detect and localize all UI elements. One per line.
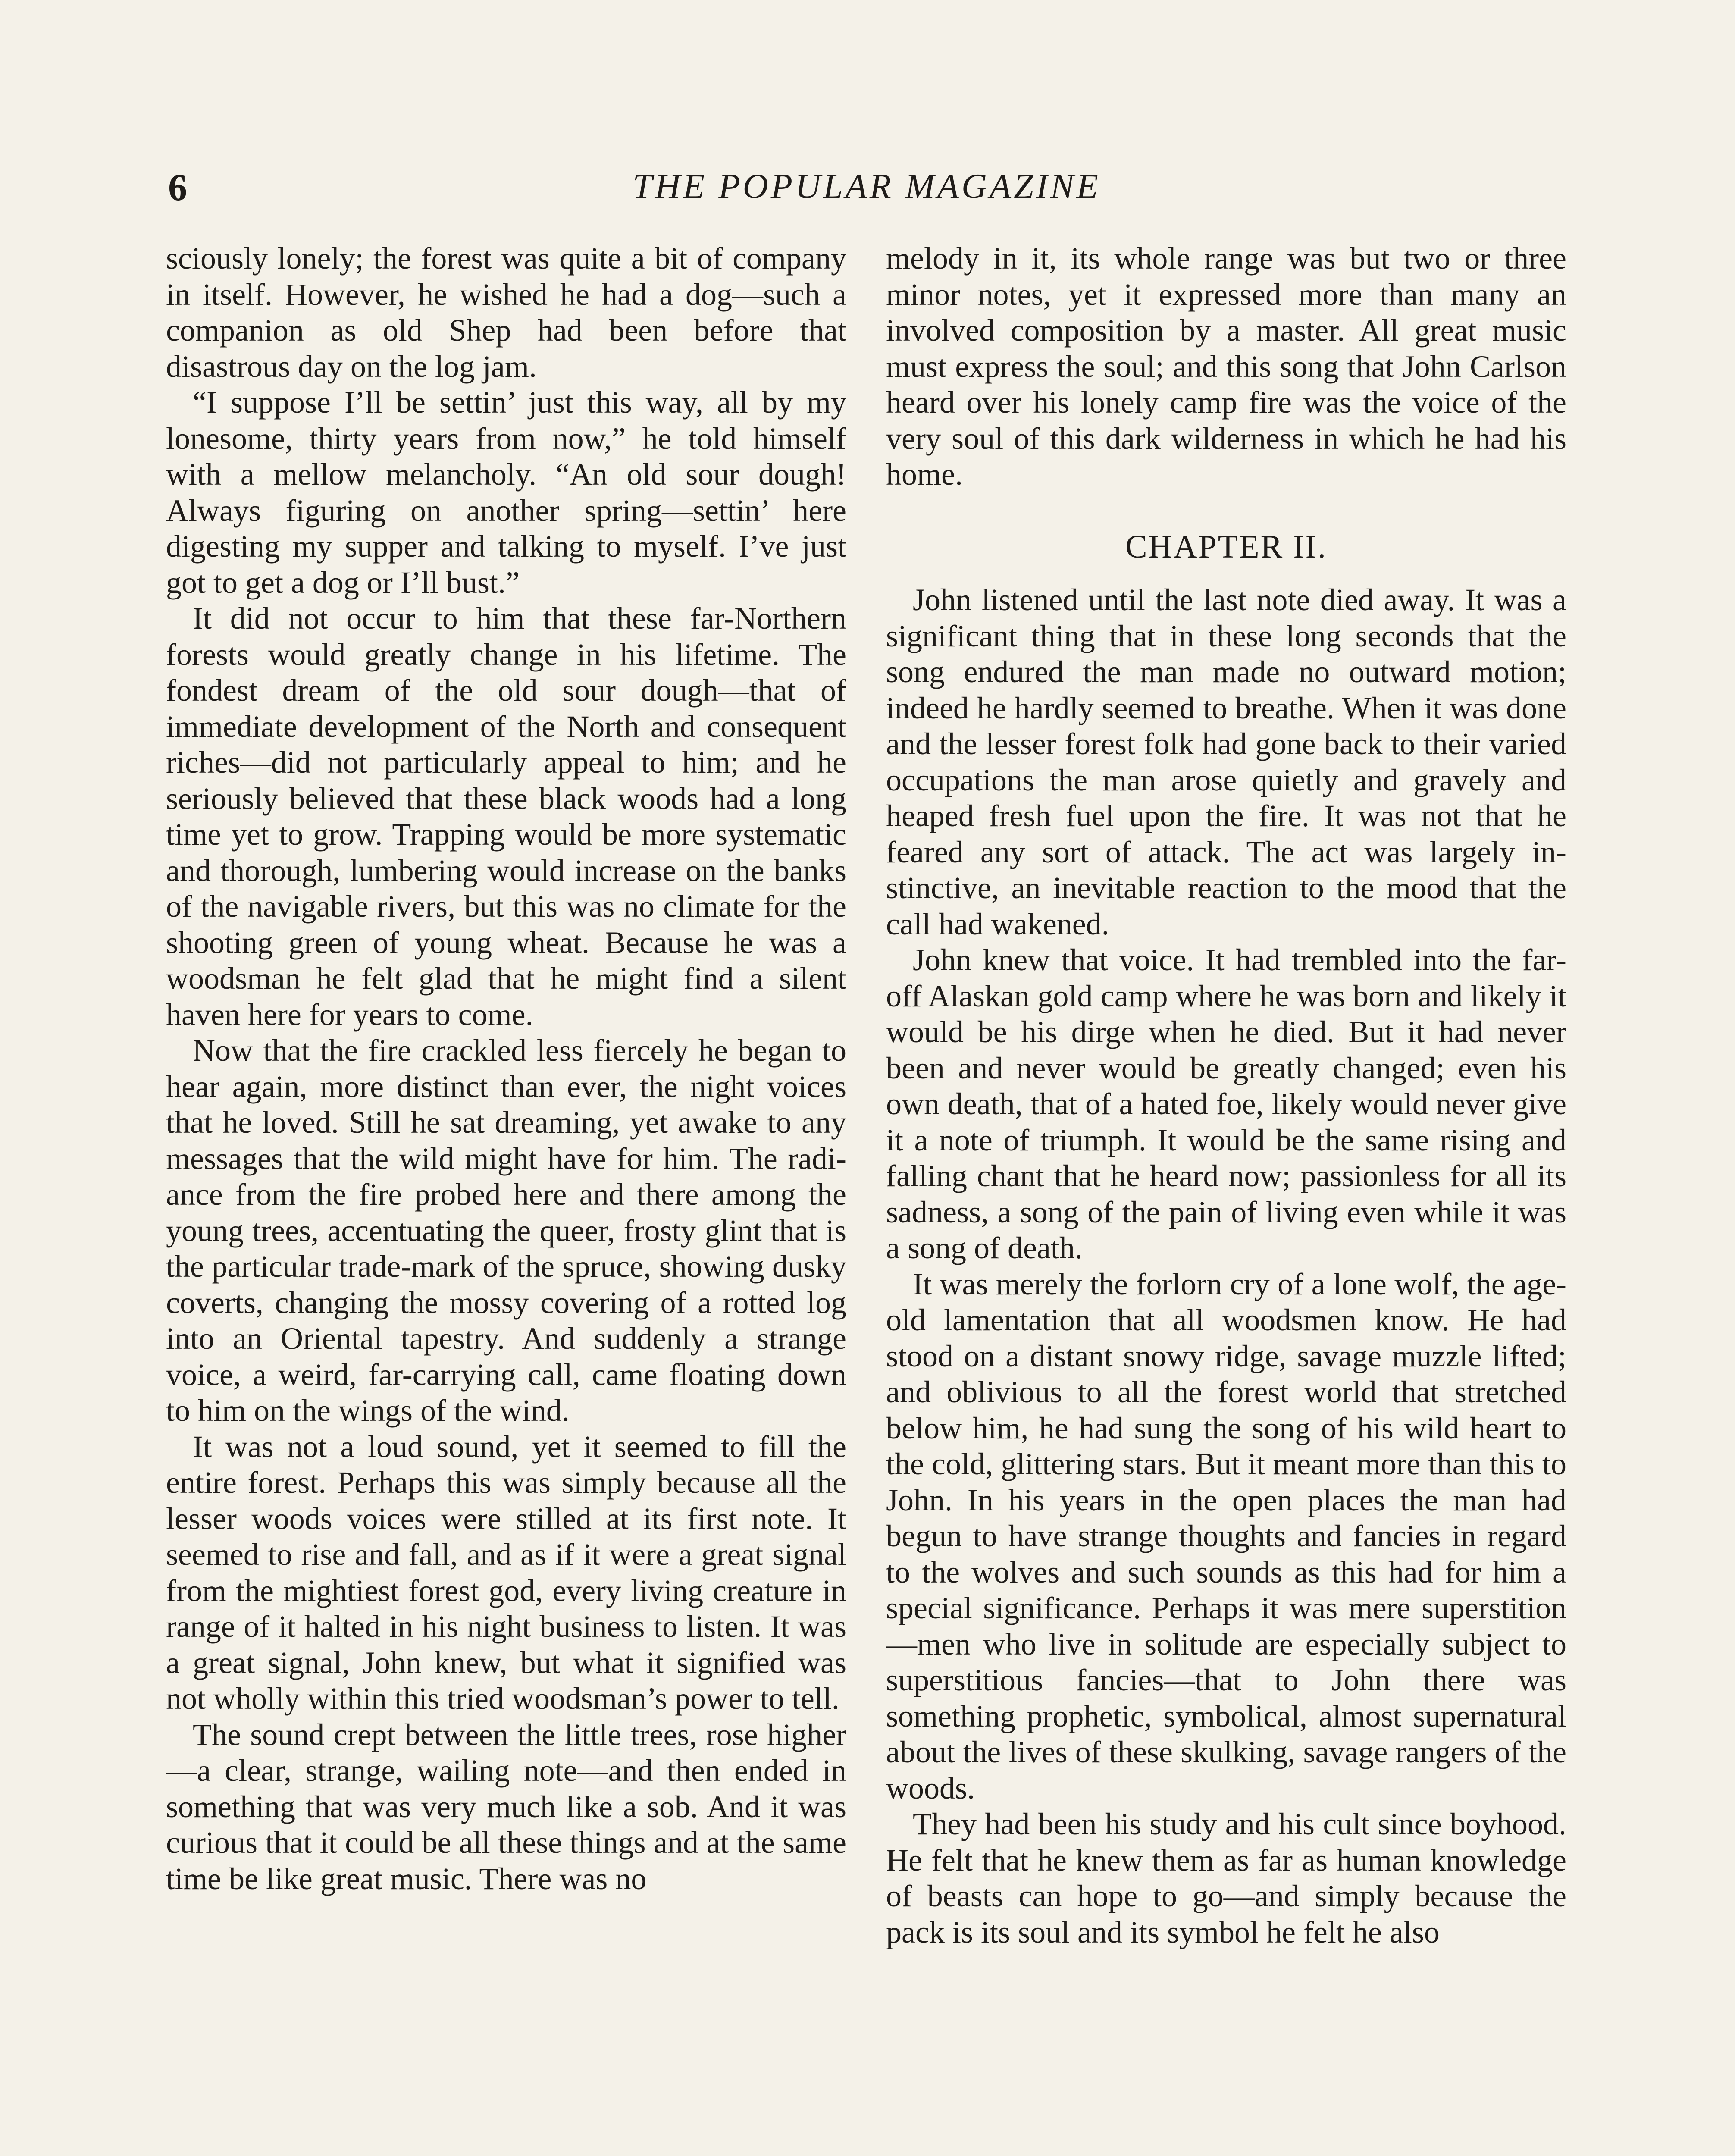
paragraph: It was merely the forlorn cry of a lone wolf, the age-old lamentation that all woodsmen know. He had stood on a distant snowy ridge, savage muzzle lifted; and oblivious to all the forest world that stretched below him, he had sung the song of his wild heart to the cold, glittering stars. But it meant more than this to John. In his years in the open places the man had begun to have strange thoughts and fancies in regard to the wolves and such sounds as this had for him a special significance. Perhaps it was mere superstition—men who live in solitude are especially subject to superstitious fancies—that to John there was something prophetic, symbolical, almost supernatural about the lives of these skulking, savage rangers of the woods.: [886, 1266, 1566, 1805]
page-number: 6: [168, 167, 187, 209]
paragraph: It did not occur to him that these far-Northern forests would greatly change in his lifetime. The fondest dream of the old sour dough—that of immediate development of the North and consequent riches—did not particularly appeal to him; and he seriously believed that these black woods had a long time yet to grow. Trapping would be more systematic and thorough, lumbering would increase on the banks of the navigable rivers, but this was no climate for the shooting green of young wheat. Because he was a woodsman he felt glad that he might find a silent haven here for years to come.: [166, 601, 846, 1032]
right-column: [886, 241, 1566, 1950]
chapter-heading: CHAPTER II.: [1125, 528, 1327, 565]
paragraph: Now that the fire crackled less fiercely he began to hear again, more distinct than ever, the night voices that he loved. Still he sat dreaming, yet awake to any messages that the wild might have for him. The radiance from the fire probed here and there among the young trees, accentuating the queer, frosty glint that is the particular trade-mark of the spruce, showing dusky coverts, changing the mossy covering of a rotted log into an Oriental tapestry. And suddenly a strange voice, a weird, far-carrying call, came floating down to him on the wings of the wind.: [166, 1033, 846, 1428]
paragraph: It was not a loud sound, yet it seemed to fill the entire forest. Perhaps this was simply because all the lesser woods voices were stilled at its first note. It seemed to rise and fall, and as if it were a great signal from the mightiest forest god, every living creature in range of it halted in his night business to listen. It was a great signal, John knew, but what it signified was not wholly within this tried woodsman’s power to tell.: [166, 1429, 846, 1716]
paragraph: John listened until the last note died away. It was a significant thing that in these long seconds that the song endured the man made no outward motion; indeed he hardly seemed to breathe. When it was done and the lesser forest folk had gone back to their varied occupations the man arose quietly and gravely and heaped fresh fuel upon the fire. It was not that he feared any sort of attack. The act was largely instinctive, an inevitable reaction to the mood that the call had wakened.: [886, 583, 1566, 941]
paragraph: melody in it, its whole range was but two or three minor notes, yet it expressed more than many an involved composition by a master. All great music must express the soul; and this song that John Carlson heard over his lonely camp fire was the voice of the very soul of this dark wilderness in which he had his home.: [886, 241, 1566, 492]
paragraph: The sound crept between the little trees, rose higher—a clear, strange, wailing note—and then ended in something that was very much like a sob. And it was curious that it could be all these things and at the same time be like great music. There was no: [166, 1717, 846, 1896]
page-header: [164, 166, 1569, 218]
left-column: [166, 241, 846, 1897]
paragraph: sciously lonely; the forest was quite a bit of company in itself. However, he wished he had a dog—such a companion as old Shep had been before that disastrous day on the log jam.: [166, 241, 846, 384]
paragraph: “I suppose I’ll be settin’ just this way, all by my lonesome, thirty years from now,” he told himself with a mellow melancholy. “An old sour dough! Always figuring on another spring—settin’ here digesting my supper and talking to myself. I’ve just got to get a dog or I’ll bust.”: [166, 385, 846, 600]
running-title: THE POPULAR MAGAZINE: [633, 166, 1101, 206]
paragraph: John knew that voice. It had trembled into the far-off Alaskan gold camp where he was born and likely it would be his dirge when he died. But it had never been and never would be greatly changed; even his own death, that of a hated foe, likely would never give it a note of triumph. It would be the same rising and falling chant that he heard now; passionless for all its sadness, a song of the pain of living even while it was a song of death.: [886, 943, 1566, 1265]
paragraph: They had been his study and his cult since boyhood. He felt that he knew them as far as human knowledge of beasts can hope to go—and simply because the pack is its soul and its symbol he felt he also: [886, 1807, 1566, 1949]
